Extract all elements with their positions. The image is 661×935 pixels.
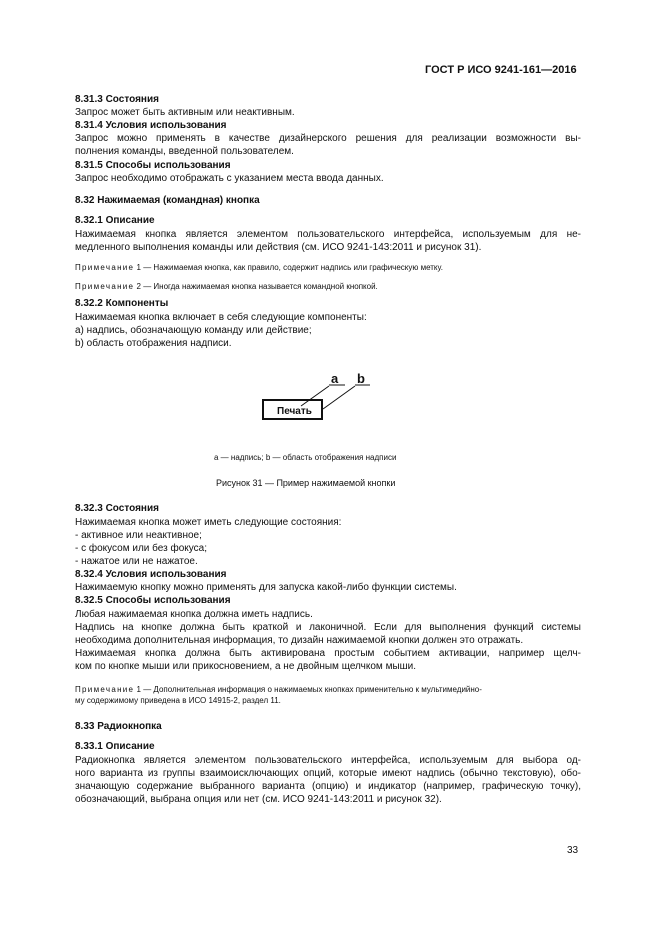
- list-item: - активное или неактивное;: [75, 530, 202, 541]
- heading-8-31-5: 8.31.5 Способы использования: [75, 160, 231, 171]
- figure-31-caption: Рисунок 31 — Пример нажимаемой кнопки: [216, 478, 396, 488]
- heading-8-32-3: 8.32.3 Состояния: [75, 503, 159, 514]
- paragraph-8-33-1-line-1: Радиокнопка является элементом пользовательского интерфейса, используемым для выбора од-: [75, 755, 581, 766]
- note-1-8-32-5-line-1: Примечание 1 — Дополнительная информация о нажимаемых кнопках применительно к мультимедийно-: [75, 685, 482, 694]
- paragraph-8-32-5-p2-line-2: необходима дополнительная информация, то дизайн нажимаемой кнопки должен это отражать.: [75, 635, 524, 646]
- list-item: - нажатое или не нажатое.: [75, 556, 198, 567]
- paragraph-8-33-1-line-4: обозначающий, выбрана опция или нет (см. ИСО 9241-143:2011 и рисунок 32).: [75, 794, 442, 805]
- heading-8-32-5: 8.32.5 Способы использования: [75, 595, 231, 606]
- paragraph-8-31-4-line-1: Запрос можно применять в качестве дизайнерского решения для реализации возможности вы-: [75, 133, 581, 144]
- paragraph-8-32-1-line-1: Нажимаемая кнопка является элементом пользовательского интерфейса, используемым для не-: [75, 229, 581, 240]
- paragraph-8-31-4-line-2: полнения команды, введенной пользователем.: [75, 146, 294, 157]
- paragraph-8-31-3: Запрос может быть активным или неактивным.: [75, 107, 295, 118]
- note-2-8-32-1: Примечание 2 — Иногда нажимаемая кнопка называется командной кнопкой.: [75, 282, 378, 291]
- paragraph-8-32-5-p1: Любая нажимаемая кнопка должна иметь надпись.: [75, 609, 313, 620]
- heading-8-32-1: 8.32.1 Описание: [75, 215, 155, 226]
- list-item-b: b) область отображения надписи.: [75, 338, 232, 349]
- list-item: - с фокусом или без фокуса;: [75, 543, 207, 554]
- figure-label-a: a: [331, 371, 339, 386]
- page-number: 33: [567, 845, 579, 856]
- paragraph-8-32-5-p3-line-2: ком по кнопке мыши или прикосновением, а не двойным щелчком мыши.: [75, 661, 417, 672]
- paragraph-8-32-1-line-2: медленного выполнения команды или действия (см. ИСО 9241-143:2011 и рисунок 31).: [75, 242, 482, 253]
- paragraph-8-31-5: Запрос необходимо отображать с указанием места ввода данных.: [75, 173, 384, 184]
- paragraph-8-33-1-line-3: значающую содержание выбранного варианта (опцию) и индикатор (например, графическую точку),: [75, 781, 581, 792]
- heading-8-33-1: 8.33.1 Описание: [75, 741, 155, 752]
- leader-line-b: [323, 386, 355, 409]
- push-button-label: Печать: [277, 406, 312, 417]
- heading-8-31-3: 8.31.3 Состояния: [75, 94, 159, 105]
- paragraph-8-32-4: Нажимаемую кнопку можно применять для запуска какой-либо функции системы.: [75, 582, 457, 593]
- figure-label-b: b: [357, 371, 365, 386]
- note-1-8-32-1: Примечание 1 — Нажимаемая кнопка, как правило, содержит надпись или графическую метку.: [75, 263, 443, 272]
- note-1-8-32-5-line-2: му содержимому приведена в ИСО 14915-2, раздел 11.: [75, 696, 281, 705]
- heading-8-32-2: 8.32.2 Компоненты: [75, 298, 169, 309]
- heading-8-32-4: 8.32.4 Условия использования: [75, 569, 227, 580]
- heading-8-32: 8.32 Нажимаемая (командная) кнопка: [75, 195, 260, 206]
- paragraph-8-33-1-line-2: ного варианта из группы взаимоисключающих опций, которые имеют надпись (обычно текстовую), обо-: [75, 768, 581, 779]
- heading-8-31-4: 8.31.4 Условия использования: [75, 120, 227, 131]
- figure-31-legend: а — надпись; b — область отображения надписи: [214, 453, 397, 462]
- list-item-a: а) надпись, обозначающую команду или действие;: [75, 325, 312, 336]
- paragraph-8-32-5-p3-line-1: Нажимаемая кнопка должна быть активирована простым событием активации, например щелч-: [75, 648, 581, 659]
- figure-31-push-button-diagram: [255, 368, 385, 428]
- standard-designation: ГОСТ Р ИСО 9241-161—2016: [425, 64, 577, 76]
- heading-8-33: 8.33 Радиокнопка: [75, 721, 162, 732]
- paragraph-8-32-5-p2-line-1: Надпись на кнопке должна быть краткой и лаконичной. Если для выполнения функций системы: [75, 622, 581, 633]
- paragraph-8-32-3: Нажимаемая кнопка может иметь следующие состояния:: [75, 517, 342, 528]
- paragraph-8-32-2: Нажимаемая кнопка включает в себя следующие компоненты:: [75, 312, 367, 323]
